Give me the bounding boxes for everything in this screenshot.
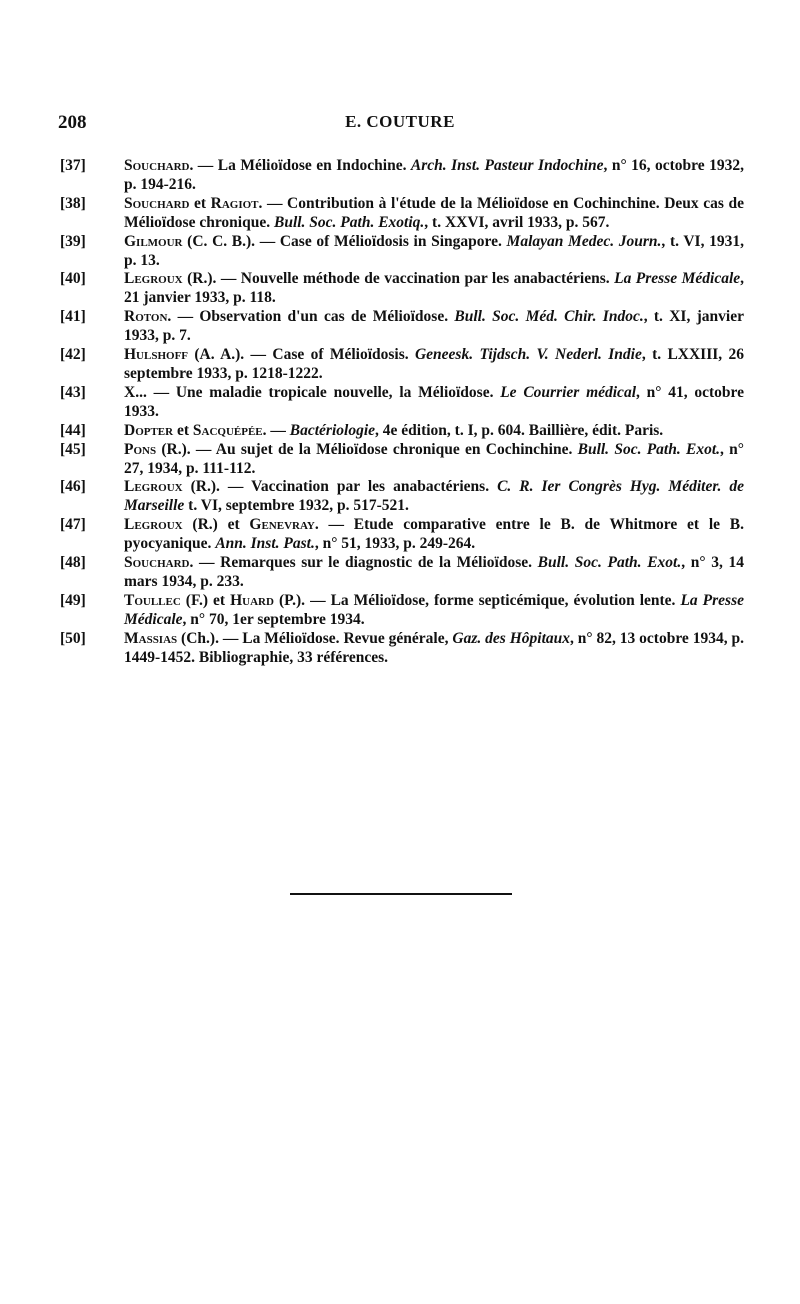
reference-text: . — Etude comparative entre le B. de Whitmore et le B. pyocyanique. bbox=[124, 516, 744, 553]
reference-text: , n° 3, 14 mars 1934, p. 233. bbox=[124, 554, 744, 590]
reference-source-title: Bull. Soc. Path. Exotiq. bbox=[273, 213, 425, 231]
reference-text: X... — Une maladie tropicale nouvelle, la Mélioïdose. bbox=[124, 383, 501, 401]
reference-author: Souchard bbox=[124, 157, 190, 174]
reference-text: , n° 70, 1er septembre 1934. bbox=[182, 610, 365, 628]
reference-source-title: Gaz. des Hôpitaux bbox=[452, 629, 571, 647]
reference-item bbox=[60, 630, 744, 668]
reference-number: [46] bbox=[60, 478, 86, 496]
page-header bbox=[58, 112, 742, 138]
reference-author: Genevray bbox=[249, 516, 315, 534]
reference-item bbox=[60, 554, 744, 592]
reference-source-title: Le Courrier médical bbox=[500, 383, 636, 401]
reference-text: (C. C. B.). — Case of Mélioïdosis in Singapore. bbox=[182, 232, 507, 250]
reference-text: et bbox=[189, 194, 211, 212]
reference-item bbox=[60, 346, 744, 384]
reference-text: (R.). — Vaccination par les anabactériens. bbox=[182, 478, 498, 496]
reference-number: [43] bbox=[60, 383, 86, 401]
reference-item bbox=[60, 195, 744, 233]
reference-number: [38] bbox=[60, 194, 86, 212]
reference-text: (F.) et bbox=[180, 591, 231, 609]
reference-item bbox=[60, 270, 744, 308]
reference-text: , t. XXVI, avril 1933, p. 567. bbox=[424, 213, 610, 231]
reference-text: . — La Mélioïdose en Indochine. bbox=[189, 157, 411, 174]
reference-item bbox=[60, 233, 744, 271]
reference-text: (Ch.). — La Mélioïdose. Revue générale, bbox=[177, 629, 453, 647]
reference-number: [50] bbox=[60, 629, 86, 647]
reference-number: [49] bbox=[60, 591, 86, 609]
page-number: 208 bbox=[58, 112, 87, 133]
reference-text: et bbox=[173, 421, 193, 439]
reference-item bbox=[60, 157, 744, 195]
reference-text: (R.). — Au sujet de la Mélioïdose chronique en Cochinchine. bbox=[156, 440, 578, 458]
reference-number: [47] bbox=[60, 516, 86, 534]
reference-author: Legroux bbox=[124, 516, 183, 534]
reference-text: , 4e édition, t. I, p. 604. Baillière, édit. Paris. bbox=[375, 421, 664, 439]
reference-text: , t. VI, 1931, p. 13. bbox=[124, 232, 744, 269]
reference-author: Huard bbox=[230, 591, 274, 609]
reference-item bbox=[60, 422, 744, 441]
reference-item bbox=[60, 592, 744, 630]
reference-author: Souchard bbox=[124, 194, 190, 212]
reference-text: , n° 27, 1934, p. 111-112. bbox=[124, 440, 744, 477]
reference-author: Pons bbox=[124, 440, 157, 458]
end-rule bbox=[290, 893, 512, 895]
reference-text: (R.) et bbox=[182, 516, 250, 534]
reference-source-title: La Presse Médicale bbox=[614, 270, 741, 288]
reference-number: [40] bbox=[60, 270, 86, 288]
reference-text: , 21 janvier 1933, p. 118. bbox=[124, 270, 745, 307]
reference-number: [39] bbox=[60, 232, 86, 250]
reference-item bbox=[60, 478, 744, 516]
reference-item bbox=[60, 516, 744, 554]
reference-author: Massias bbox=[124, 629, 178, 647]
reference-text: . — Observation d'un cas de Mélioïdose. bbox=[167, 308, 455, 326]
reference-author: Roton bbox=[124, 308, 168, 326]
reference-author: Souchard bbox=[124, 554, 190, 572]
reference-text: . — Remarques sur le diagnostic de la Mélioïdose. bbox=[189, 554, 538, 572]
reference-text: t. VI, septembre 1932, p. 517-521. bbox=[184, 497, 409, 515]
reference-source-title: Bull. Soc. Path. Exot. bbox=[577, 440, 721, 458]
reference-author: Gilmour bbox=[124, 232, 183, 250]
reference-author: Legroux bbox=[124, 270, 183, 288]
reference-text: , n° 51, 1933, p. 249-264. bbox=[314, 535, 476, 553]
reference-source-title: C. R. Ier Congrès Hyg. Méditer. de Marseille bbox=[124, 478, 744, 515]
reference-text: , n° 41, octobre 1933. bbox=[124, 383, 744, 420]
running-head: E. COUTURE bbox=[345, 112, 455, 131]
reference-item bbox=[60, 308, 744, 346]
reference-source-title: Geneesk. Tijdsch. V. Nederl. Indie bbox=[414, 346, 642, 364]
reference-item bbox=[60, 384, 744, 422]
reference-number: [37] bbox=[60, 157, 86, 174]
reference-source-title: Bull. Soc. Méd. Chir. Indoc. bbox=[454, 308, 644, 326]
reference-text: (P.). — La Mélioïdose, forme septicémique, évolution lente. bbox=[273, 591, 681, 609]
reference-author: Legroux bbox=[124, 478, 183, 496]
reference-number: [44] bbox=[60, 421, 86, 439]
reference-author: Dopter bbox=[124, 421, 174, 439]
reference-source-title: Malayan Medec. Journ. bbox=[506, 232, 662, 250]
reference-text: , t. XI, janvier 1933, p. 7. bbox=[124, 308, 744, 345]
reference-source-title: Arch. Inst. Pasteur Indochine bbox=[410, 157, 604, 174]
reference-source-title: La Presse Médicale bbox=[124, 591, 744, 628]
reference-text: . — bbox=[262, 421, 290, 439]
reference-text: . — Contribution à l'étude de la Mélioïdose en Cochinchine. Deux cas de Mélioïdose chronique. bbox=[124, 194, 744, 231]
reference-text: (A. A.). — Case of Mélioïdosis. bbox=[188, 346, 415, 364]
reference-author: Sacquépée bbox=[192, 421, 263, 439]
reference-number: [45] bbox=[60, 440, 86, 458]
reference-item bbox=[60, 441, 744, 479]
reference-source-title: Ann. Inst. Past. bbox=[215, 535, 315, 553]
reference-source-title: Bactériologie bbox=[289, 421, 376, 439]
reference-source-title: Bull. Soc. Path. Exot. bbox=[537, 554, 682, 572]
reference-number: [41] bbox=[60, 308, 86, 326]
reference-text: , n° 82, 13 octobre 1934, p. 1449-1452. Bibliographie, 33 références. bbox=[124, 629, 744, 666]
reference-text: (R.). — Nouvelle méthode de vaccination par les anabactériens. bbox=[182, 270, 615, 288]
reference-author: Toullec bbox=[124, 591, 181, 609]
reference-text: , t. LXXIII, 26 septembre 1933, p. 1218-1222. bbox=[124, 346, 745, 382]
reference-number: [48] bbox=[60, 554, 86, 572]
reference-text: , n° 16, octobre 1932, p. 194-216. bbox=[124, 157, 744, 193]
reference-author: Hulshoff bbox=[124, 346, 189, 364]
reference-list bbox=[60, 157, 744, 667]
reference-number: [42] bbox=[60, 346, 86, 364]
reference-author: Ragiot bbox=[210, 194, 259, 212]
